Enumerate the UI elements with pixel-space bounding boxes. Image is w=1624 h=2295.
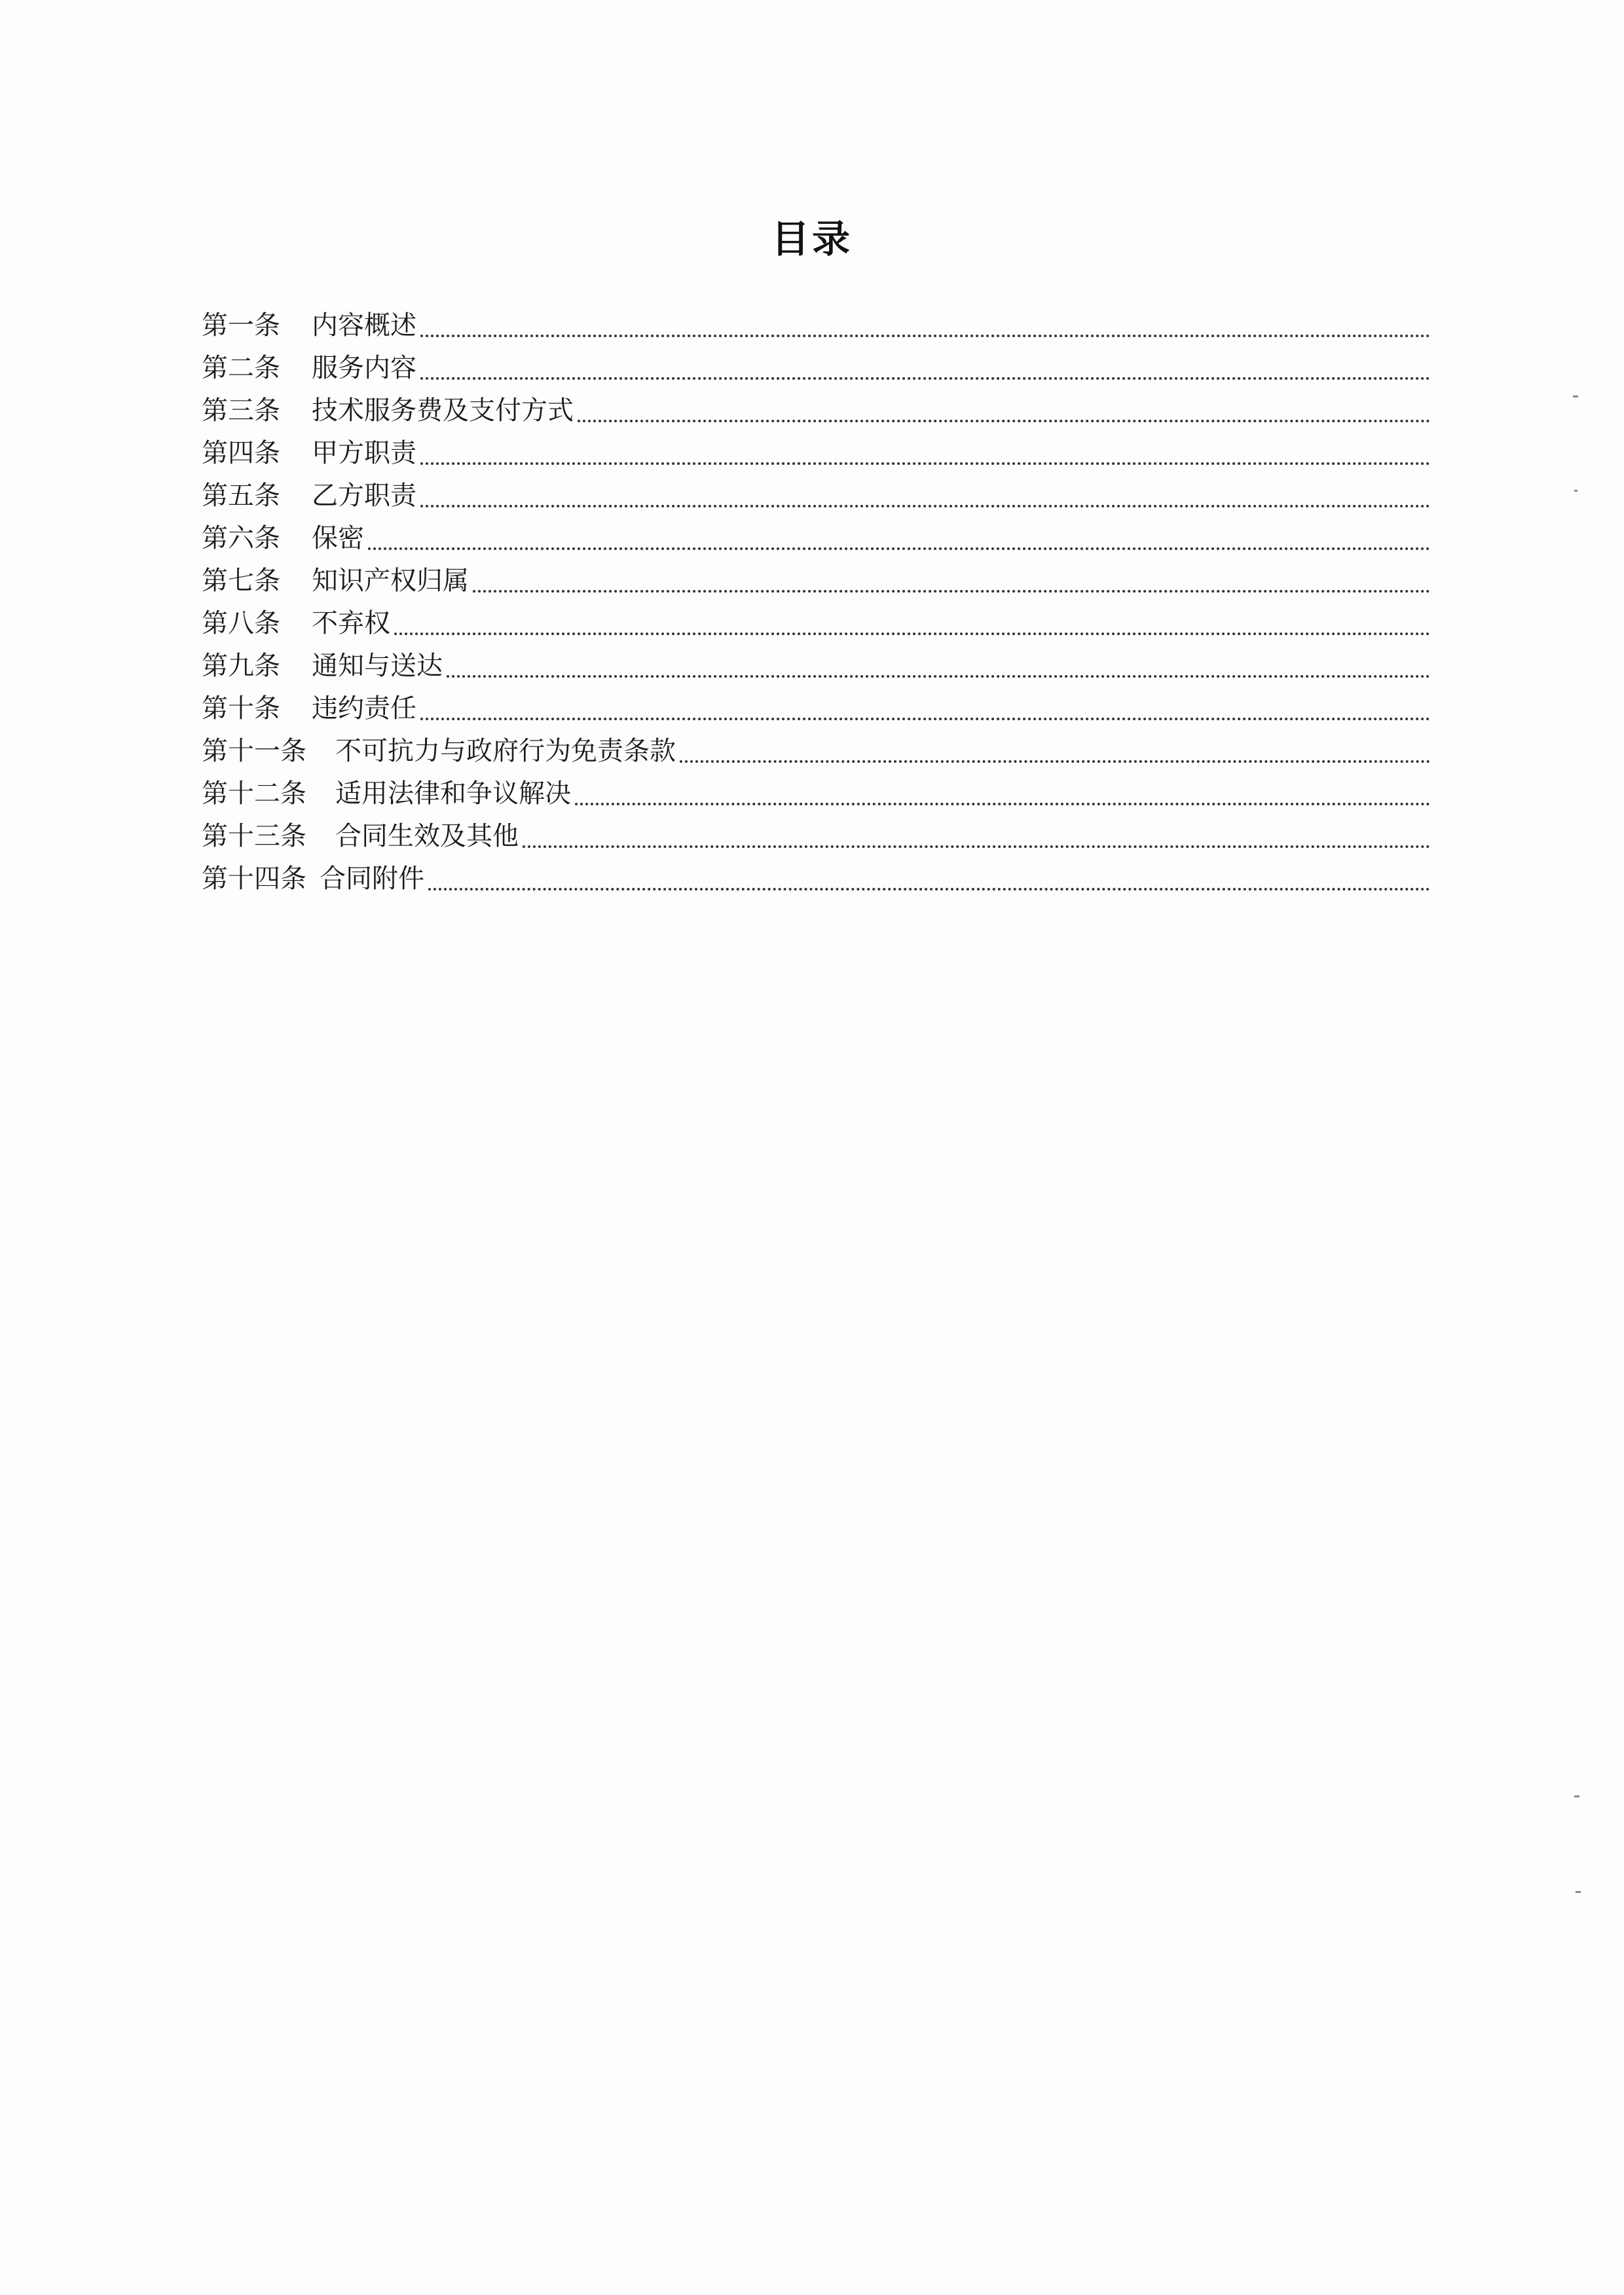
toc-dot-leader [420,718,1430,720]
toc-dot-leader [523,845,1430,848]
toc-item-number: 第三条 [202,395,280,426]
toc-item [202,385,1430,428]
toc-dot-leader [575,803,1430,805]
toc-item-title: 技术服务费及支付方式 [312,395,574,426]
toc-dot-leader [368,547,1430,550]
toc-dot-leader [394,633,1430,635]
scan-artifact [1576,1891,1581,1893]
scan-artifact [1573,395,1578,397]
toc-item [202,683,1430,725]
scan-artifact [1574,1795,1579,1797]
toc-item [202,853,1430,896]
toc-item-title: 合同附件 [320,864,424,894]
toc-dot-leader [447,675,1430,678]
scan-artifact [1574,490,1578,492]
toc-dot-leader [428,888,1430,890]
toc-item [202,428,1430,470]
toc-item [202,470,1430,513]
toc-item [202,555,1430,598]
toc-item-title: 乙方职责 [312,481,416,511]
toc-item-number: 第九条 [202,651,280,681]
toc-item-title: 甲方职责 [312,438,416,468]
toc-item-title: 适用法律和争议解决 [335,779,571,809]
toc-item-number: 第八条 [202,608,280,638]
toc-item-title: 内容概述 [312,310,416,340]
toc-item-title: 服务内容 [312,353,416,383]
table-of-contents [202,300,1430,896]
toc-item-number: 第十条 [202,693,280,724]
toc-item-number: 第十一条 [202,736,306,766]
toc-item-number: 第二条 [202,353,280,383]
toc-item [202,768,1430,811]
toc-item [202,640,1430,683]
toc-dot-leader [473,590,1430,593]
toc-item [202,598,1430,640]
toc-item-title: 违约责任 [312,693,416,724]
toc-item-number: 第一条 [202,310,280,340]
toc-item-number: 第六条 [202,523,280,553]
toc-item [202,342,1430,385]
toc-item-number: 第十三条 [202,821,306,851]
toc-item [202,513,1430,555]
toc-item-title: 合同生效及其他 [335,821,519,851]
toc-item-number: 第四条 [202,438,280,468]
toc-item-number: 第七条 [202,566,280,596]
toc-item [202,725,1430,768]
toc-dot-leader [420,505,1430,507]
toc-item-title: 知识产权归属 [312,566,469,596]
toc-item-number: 第十二条 [202,779,306,809]
toc-item [202,811,1430,853]
toc-dot-leader [680,760,1430,763]
toc-dot-leader [420,377,1430,380]
toc-item [202,300,1430,342]
toc-item-title: 保密 [312,523,364,553]
toc-dot-leader [420,462,1430,465]
toc-dot-leader [420,335,1430,337]
toc-item-title: 不可抗力与政府行为免责条款 [335,736,676,766]
toc-title: 目录 [771,217,853,261]
toc-item-number: 第十四条 [202,864,306,894]
toc-item-title: 不弃权 [312,608,390,638]
toc-dot-leader [578,420,1430,422]
toc-item-number: 第五条 [202,481,280,511]
toc-item-title: 通知与送达 [312,651,443,681]
